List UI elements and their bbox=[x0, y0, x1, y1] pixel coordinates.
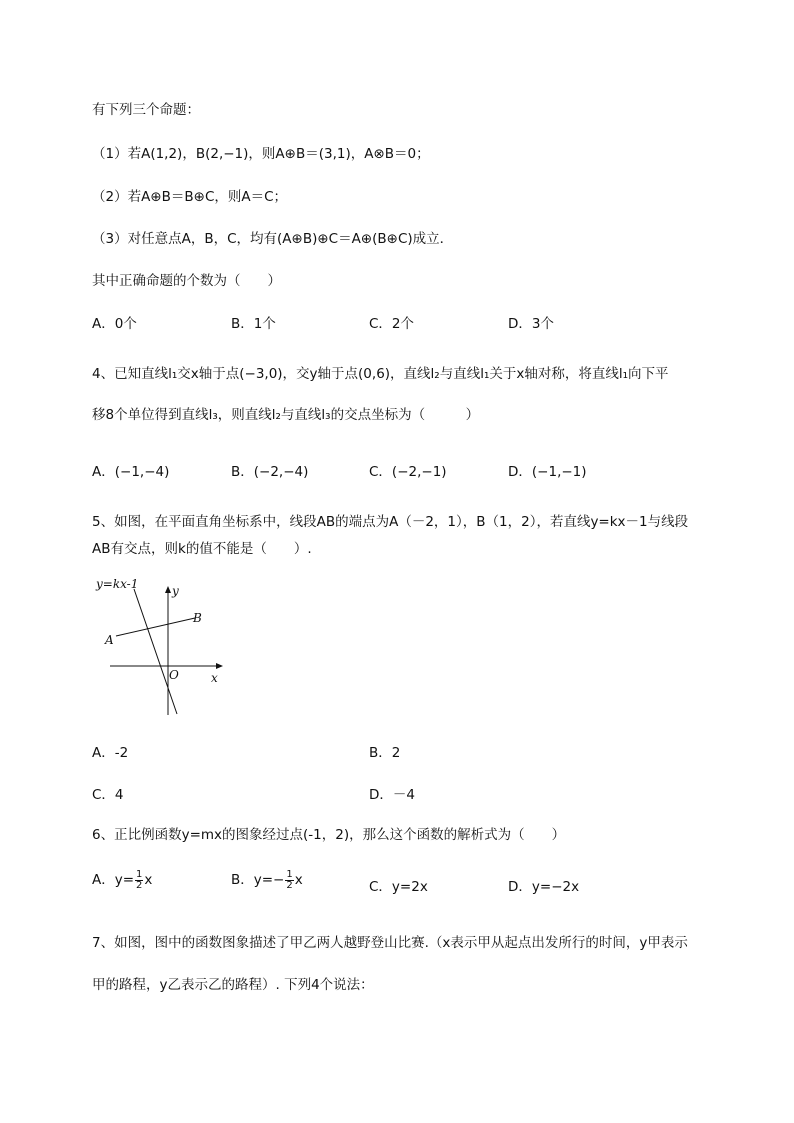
y-axis-label: y bbox=[172, 584, 179, 598]
q4-option-d: D．(−1,−1) bbox=[508, 464, 587, 480]
q3-option-c: C．2个 bbox=[369, 316, 415, 332]
q3-proposition-1: （1）若A(1,2)，B(2,−1)，则A⊕B＝(3,1)，A⊗B＝0； bbox=[92, 146, 430, 162]
q6-option-a-suffix: x bbox=[144, 872, 153, 888]
segment-ab bbox=[116, 618, 195, 636]
q3-intro: 有下列三个命题： bbox=[92, 102, 200, 118]
x-axis-label: x bbox=[211, 671, 218, 685]
q6-option-a-fraction bbox=[135, 870, 143, 891]
q5-stem-line-2: AB有交点，则k的值不能是（ ）. bbox=[92, 541, 312, 557]
q3-option-a: A．0个 bbox=[92, 316, 137, 332]
fraction-denominator: 2 bbox=[136, 879, 143, 891]
q7-stem-line-2: 甲的路程，y乙表示乙的路程）. 下列4个说法： bbox=[92, 977, 374, 993]
point-a-label: A bbox=[105, 633, 114, 647]
q6-option-b-suffix: x bbox=[294, 872, 303, 888]
q6-option-c: C．y=2x bbox=[369, 879, 428, 895]
q3-question: 其中正确命题的个数为（ ） bbox=[92, 273, 281, 289]
q5-figure bbox=[92, 575, 232, 720]
q5-option-d: D．－4 bbox=[369, 787, 415, 803]
q3-proposition-3: （3）对任意点A，B，C，均有(A⊕B)⊕C＝A⊕(B⊕C)成立． bbox=[92, 231, 454, 247]
q6-option-b-prefix: B．y=− bbox=[231, 872, 285, 888]
q6-option-b bbox=[231, 868, 303, 891]
line-y-kx-1 bbox=[134, 589, 177, 714]
origin-label: O bbox=[169, 668, 179, 682]
q5-option-c: C．4 bbox=[92, 787, 124, 803]
q4-stem-line-2: 移8个单位得到直线l₃，则直线l₂与直线l₃的交点坐标为（ ） bbox=[92, 407, 480, 423]
q6-option-d: D．y=−2x bbox=[508, 879, 580, 895]
q4-option-a: A．(−1,−4) bbox=[92, 464, 170, 480]
q6-stem: 6、正比例函数y=mx的图象经过点(-1，2)，那么这个函数的解析式为（ ） bbox=[92, 827, 566, 843]
q3-option-b: B．1个 bbox=[231, 316, 276, 332]
q3-option-d: D．3个 bbox=[508, 316, 554, 332]
q6-option-a bbox=[92, 868, 152, 891]
fraction-numerator: 1 bbox=[286, 868, 293, 880]
q5-option-a: A．-2 bbox=[92, 745, 129, 761]
point-b-label: B bbox=[193, 611, 202, 625]
fraction-denominator: 2 bbox=[286, 879, 293, 891]
q6-option-b-fraction bbox=[285, 870, 293, 891]
line-label: y=kx-1 bbox=[96, 577, 139, 591]
q3-proposition-2: （2）若A⊕B＝B⊕C，则A＝C； bbox=[92, 189, 288, 205]
q5-option-b: B．2 bbox=[369, 745, 401, 761]
q4-option-b: B．(−2,−4) bbox=[231, 464, 309, 480]
q6-option-a-prefix: A．y= bbox=[92, 872, 135, 888]
fraction-numerator: 1 bbox=[136, 868, 143, 880]
q7-stem-line-1: 7、如图，图中的函数图象描述了甲乙两人越野登山比赛.（x表示甲从起点出发所行的时间，y甲表示 bbox=[92, 935, 688, 951]
q5-stem-line-1: 5、如图，在平面直角坐标系中，线段AB的端点为A（－2，1），B（1，2），若直线y=kx－1与线段 bbox=[92, 514, 689, 530]
q4-option-c: C．(−2,−1) bbox=[369, 464, 447, 480]
q4-stem-line-1: 4、已知直线l₁交x轴于点(−3,0)，交y轴于点(0,6)，直线l₂与直线l₁关于x轴对称，将直线l₁向下平 bbox=[92, 366, 669, 382]
